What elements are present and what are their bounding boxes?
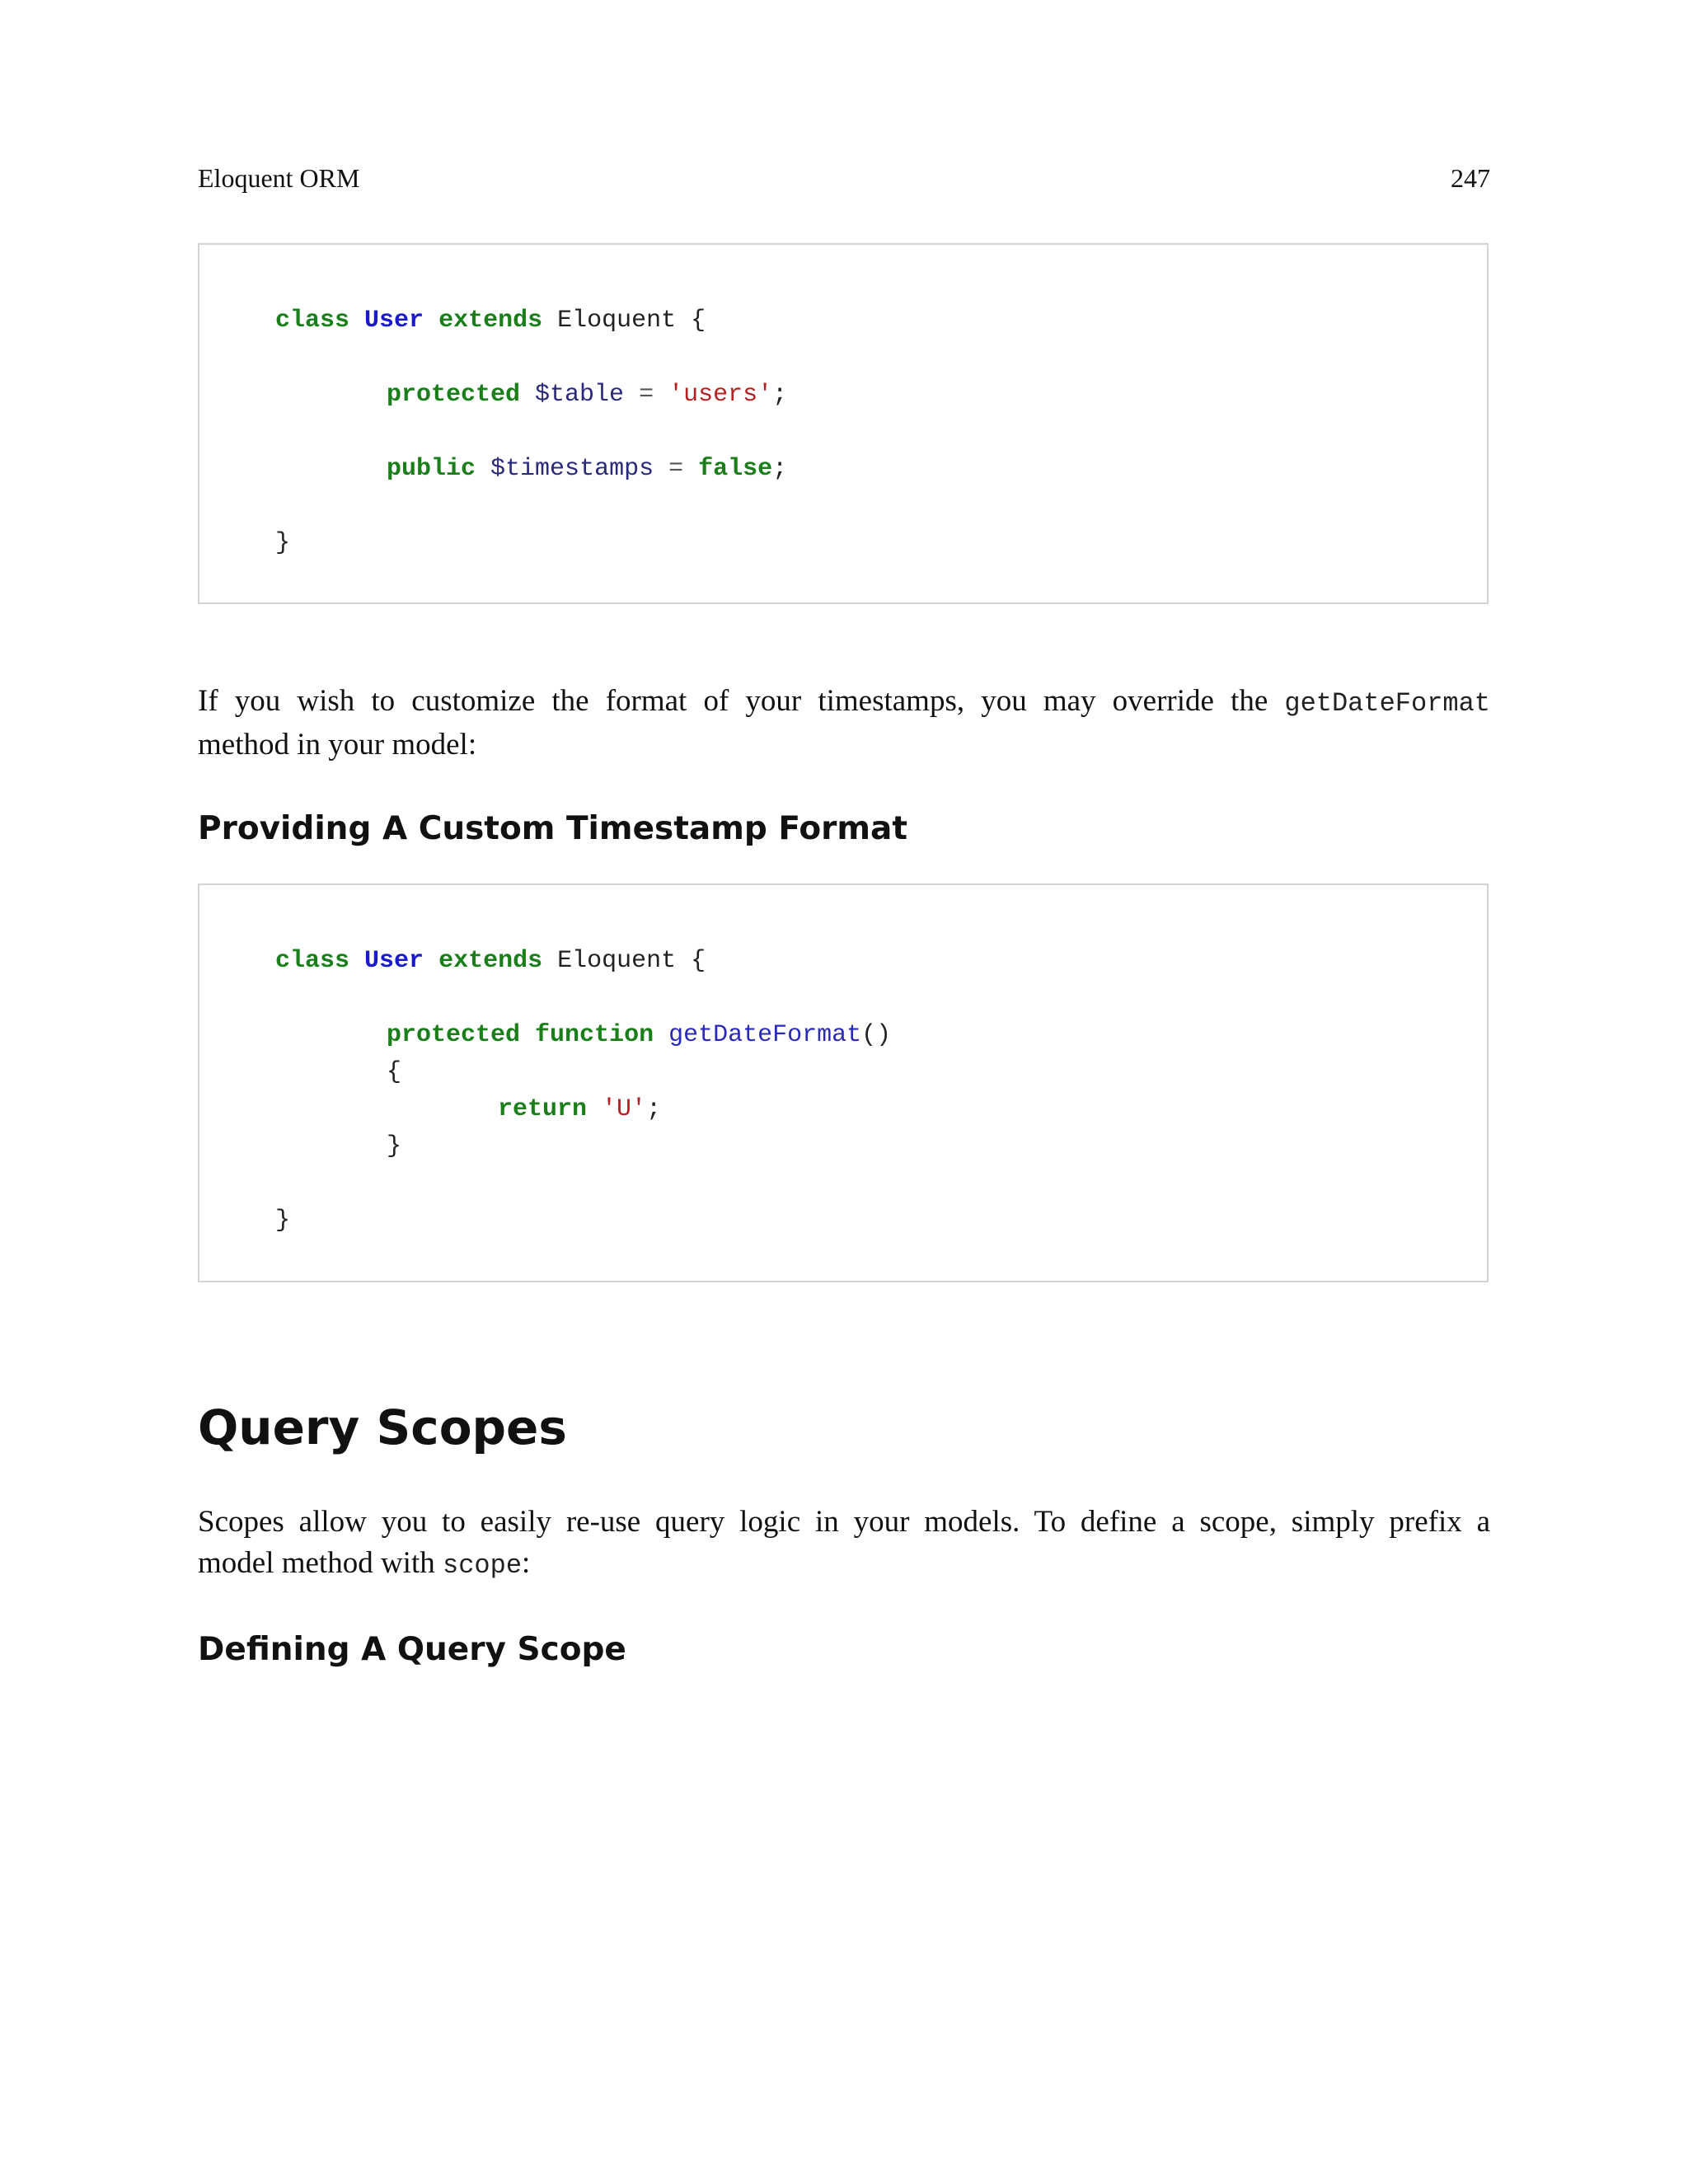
code-line: public $timestamps = false; [387,455,788,483]
code-line: } [387,1132,402,1160]
code-line: } [275,529,291,557]
paragraph-scopes-intro: Scopes allow you to easily re-use query logic in your models. To define a scope, simply prefix a model method with scope: [198,1505,1490,1581]
inline-code-scope: scope [443,1550,523,1581]
code-line: { [387,1058,402,1086]
inline-code-getdateformat: getDateFormat [1284,688,1490,719]
code-line: class User extends Eloquent { [275,947,706,975]
heading-query-scopes: Query Scopes [198,1399,567,1455]
code-line: } [275,1207,291,1235]
page-number: 247 [1451,163,1490,193]
code-block-user-model [198,243,1489,604]
chapter-title: Eloquent ORM [198,163,360,193]
code-line: protected function getDateFormat() [387,1021,892,1049]
paragraph-timestamps-format: If you wish to customize the format of your timestamps, you may override the getDateFormat method in your model: [198,684,1490,762]
running-header [198,160,1490,196]
code-line: class User extends Eloquent { [275,307,706,335]
code-block-get-date-format [198,883,1489,1282]
code-line: return 'U'; [498,1095,662,1123]
heading-defining-query-scope: Defining A Query Scope [198,1631,626,1668]
heading-custom-timestamp-format: Providing A Custom Timestamp Format [198,810,908,847]
code-line: protected $table = 'users'; [387,381,788,409]
